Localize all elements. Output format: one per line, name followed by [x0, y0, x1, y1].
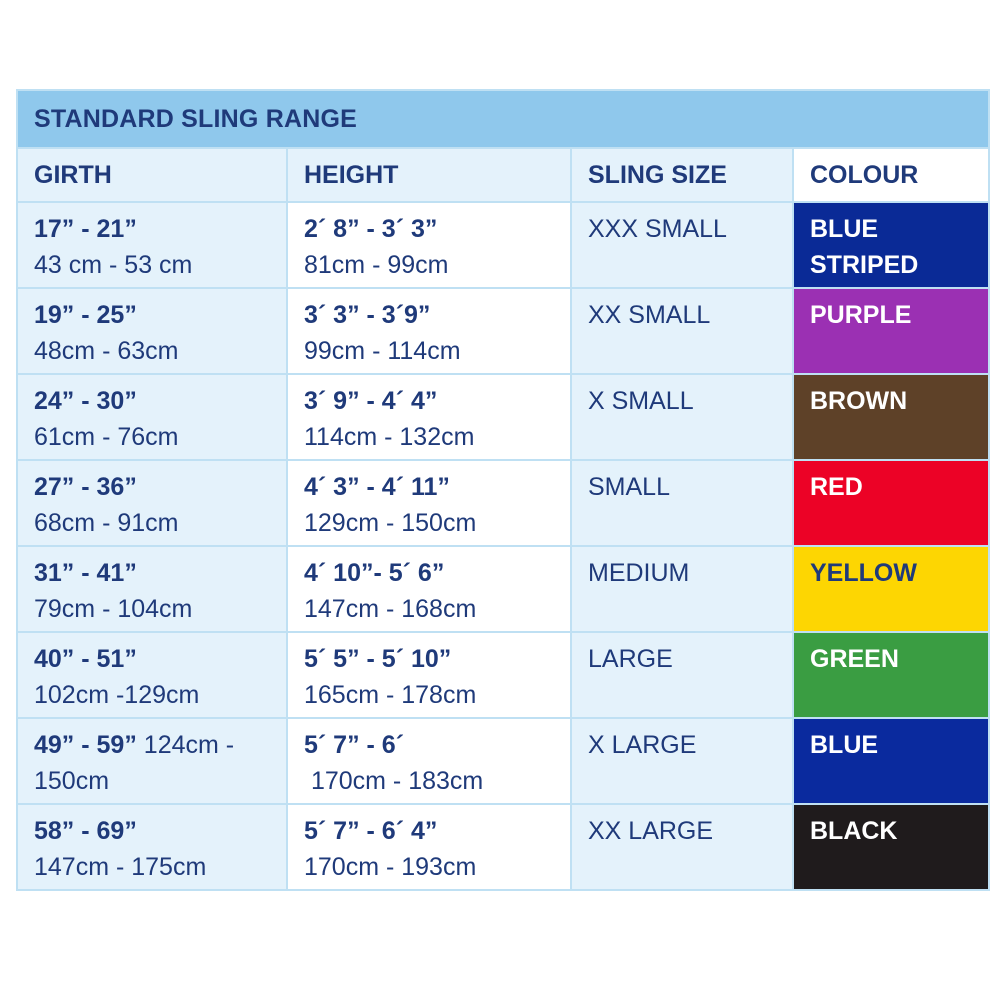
height-imperial: 5´ 7” - 6´ 4”	[304, 817, 438, 845]
table-row	[17, 718, 989, 804]
height-imperial: 2´ 8” - 3´ 3”	[304, 215, 438, 243]
height-cell	[287, 288, 571, 374]
table-row	[17, 632, 989, 718]
girth-metric: 43 cm - 53 cm	[34, 251, 193, 279]
colour-cell	[793, 546, 989, 632]
height-imperial: 3´ 3” - 3´9”	[304, 301, 431, 329]
sling-size-table	[16, 89, 990, 891]
height-cell	[287, 374, 571, 460]
girth-imperial: 58” - 69”	[34, 817, 137, 845]
colour-cell	[793, 202, 989, 288]
height-metric: 147cm - 168cm	[304, 595, 477, 623]
colour-cell	[793, 288, 989, 374]
sling-size-label: XXX SMALL	[588, 215, 727, 243]
colour-label: BLUE STRIPED	[810, 215, 919, 279]
sling-size-cell	[571, 804, 793, 890]
height-cell	[287, 202, 571, 288]
height-cell	[287, 804, 571, 890]
table-body	[17, 202, 989, 890]
height-metric: 81cm - 99cm	[304, 251, 449, 279]
sling-size-label: XX SMALL	[588, 301, 711, 329]
height-metric: 129cm - 150cm	[304, 509, 477, 537]
sling-size-cell	[571, 632, 793, 718]
height-metric: 170cm - 193cm	[304, 853, 477, 881]
girth-imperial: 40” - 51”	[34, 645, 137, 673]
sling-size-cell	[571, 288, 793, 374]
colour-label: PURPLE	[810, 301, 912, 329]
height-metric: 99cm - 114cm	[304, 337, 461, 365]
girth-metric: 147cm - 175cm	[34, 853, 207, 881]
sling-size-header: SLING SIZE	[571, 148, 793, 202]
girth-imperial: 31” - 41”	[34, 559, 137, 587]
sling-size-cell	[571, 460, 793, 546]
girth-cell	[17, 460, 287, 546]
girth-header: GIRTH	[17, 148, 287, 202]
height-imperial: 5´ 5” - 5´ 10”	[304, 645, 452, 673]
girth-cell	[17, 202, 287, 288]
height-metric: 170cm - 183cm	[304, 767, 484, 795]
sling-size-label: X SMALL	[588, 387, 694, 415]
height-cell	[287, 546, 571, 632]
sling-size-label: SMALL	[588, 473, 670, 501]
height-cell	[287, 718, 571, 804]
colour-label: BLACK	[810, 817, 898, 845]
girth-imperial: 49” - 59”	[34, 731, 137, 759]
sling-size-label: LARGE	[588, 645, 673, 673]
colour-label: RED	[810, 473, 863, 501]
table-row	[17, 804, 989, 890]
table-row	[17, 288, 989, 374]
girth-metric: 68cm - 91cm	[34, 509, 179, 537]
girth-metric: 48cm - 63cm	[34, 337, 179, 365]
height-imperial: 5´ 7” - 6´	[304, 731, 405, 759]
sling-size-cell	[571, 718, 793, 804]
sling-size-label: X LARGE	[588, 731, 697, 759]
table-row	[17, 546, 989, 632]
column-header-row	[17, 148, 989, 202]
girth-cell	[17, 546, 287, 632]
table-row	[17, 374, 989, 460]
girth-imperial: 17” - 21”	[34, 215, 137, 243]
girth-cell	[17, 718, 287, 804]
sling-size-cell	[571, 374, 793, 460]
girth-cell	[17, 288, 287, 374]
height-metric: 165cm - 178cm	[304, 681, 477, 709]
sling-size-label: XX LARGE	[588, 817, 714, 845]
sling-size-label: MEDIUM	[588, 559, 690, 587]
height-metric: 114cm - 132cm	[304, 423, 475, 451]
height-header: HEIGHT	[287, 148, 571, 202]
colour-label: YELLOW	[810, 559, 917, 587]
girth-cell	[17, 374, 287, 460]
colour-cell	[793, 460, 989, 546]
table-title-row	[17, 90, 989, 148]
girth-metric: 102cm -129cm	[34, 681, 200, 709]
height-imperial: 4´ 3” - 4´ 11”	[304, 473, 450, 501]
table-row	[17, 202, 989, 288]
height-imperial: 4´ 10”- 5´ 6”	[304, 559, 445, 587]
table-row	[17, 460, 989, 546]
girth-metric: 61cm - 76cm	[34, 423, 179, 451]
colour-cell	[793, 718, 989, 804]
girth-metric: 124cm - 150cm	[34, 731, 235, 795]
colour-cell	[793, 374, 989, 460]
girth-imperial: 19” - 25”	[34, 301, 137, 329]
height-imperial: 3´ 9” - 4´ 4”	[304, 387, 438, 415]
colour-cell	[793, 632, 989, 718]
colour-cell	[793, 804, 989, 890]
girth-cell	[17, 632, 287, 718]
colour-label: BLUE	[810, 731, 879, 759]
height-cell	[287, 632, 571, 718]
sling-size-cell	[571, 546, 793, 632]
colour-header: COLOUR	[793, 148, 989, 202]
girth-metric: 79cm - 104cm	[34, 595, 193, 623]
girth-cell	[17, 804, 287, 890]
height-cell	[287, 460, 571, 546]
colour-label: BROWN	[810, 387, 908, 415]
sling-size-cell	[571, 202, 793, 288]
colour-label: GREEN	[810, 645, 899, 673]
girth-imperial: 27” - 36”	[34, 473, 137, 501]
table-title: STANDARD SLING RANGE	[17, 90, 989, 148]
girth-imperial: 24” - 30”	[34, 387, 137, 415]
